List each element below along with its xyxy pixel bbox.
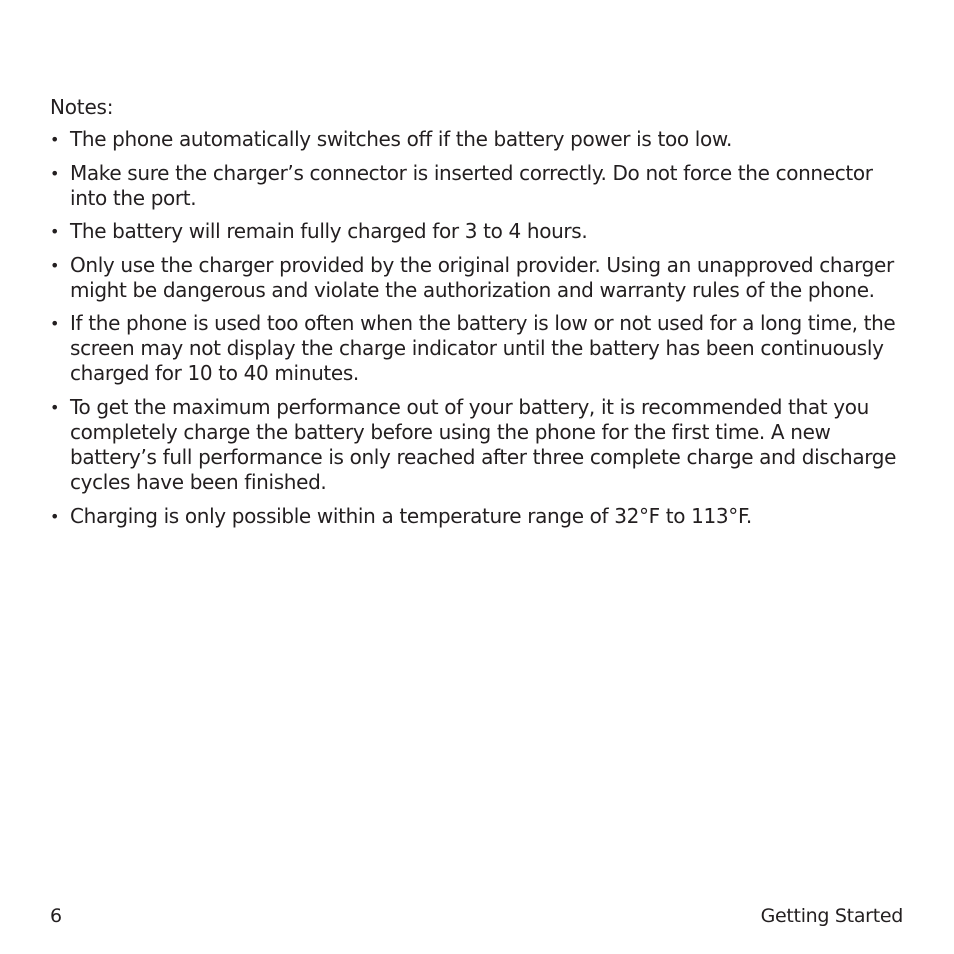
note-text: Charging is only possible within a temperature range of 32°F to 113°F.	[70, 503, 752, 528]
bullet-icon: •	[50, 130, 60, 149]
note-text: The battery will remain fully charged for 3 to 4 hours.	[70, 219, 588, 244]
note-item	[50, 127, 900, 152]
notes-list	[50, 127, 900, 537]
note-item	[50, 311, 900, 386]
note-item	[50, 219, 900, 244]
section-title: Getting Started	[760, 905, 903, 927]
notes-heading: Notes:	[50, 95, 114, 119]
note-text: To get the maximum performance out of your battery, it is recommended that you completely charge the battery before using the phone for the first time. A new battery’s full performance is only reached after three complete charge and discharge cycles have been finished.	[70, 394, 897, 494]
note-item	[50, 161, 900, 211]
page-number: 6	[50, 905, 63, 927]
note-item	[50, 395, 900, 495]
note-text: If the phone is used too often when the battery is low or not used for a long time, the screen may not display the charge indicator until the battery has been continuously charged for 10 to 40 minutes.	[70, 311, 896, 386]
note-item	[50, 253, 900, 303]
note-item	[50, 504, 900, 529]
bullet-icon: •	[50, 222, 60, 242]
note-text: Make sure the charger’s connector is inserted correctly. Do not force the connector into the port.	[70, 160, 873, 210]
bullet-icon: •	[50, 314, 60, 334]
note-text: Only use the charger provided by the original provider. Using an unapproved charger might be dangerous and violate the authorization and warranty rules of the phone.	[70, 252, 894, 302]
note-text: The phone automatically switches off if the battery power is too low.	[70, 127, 733, 151]
bullet-icon: •	[50, 506, 60, 526]
bullet-icon: •	[50, 163, 60, 183]
bullet-icon: •	[50, 397, 60, 417]
bullet-icon: •	[50, 255, 60, 275]
